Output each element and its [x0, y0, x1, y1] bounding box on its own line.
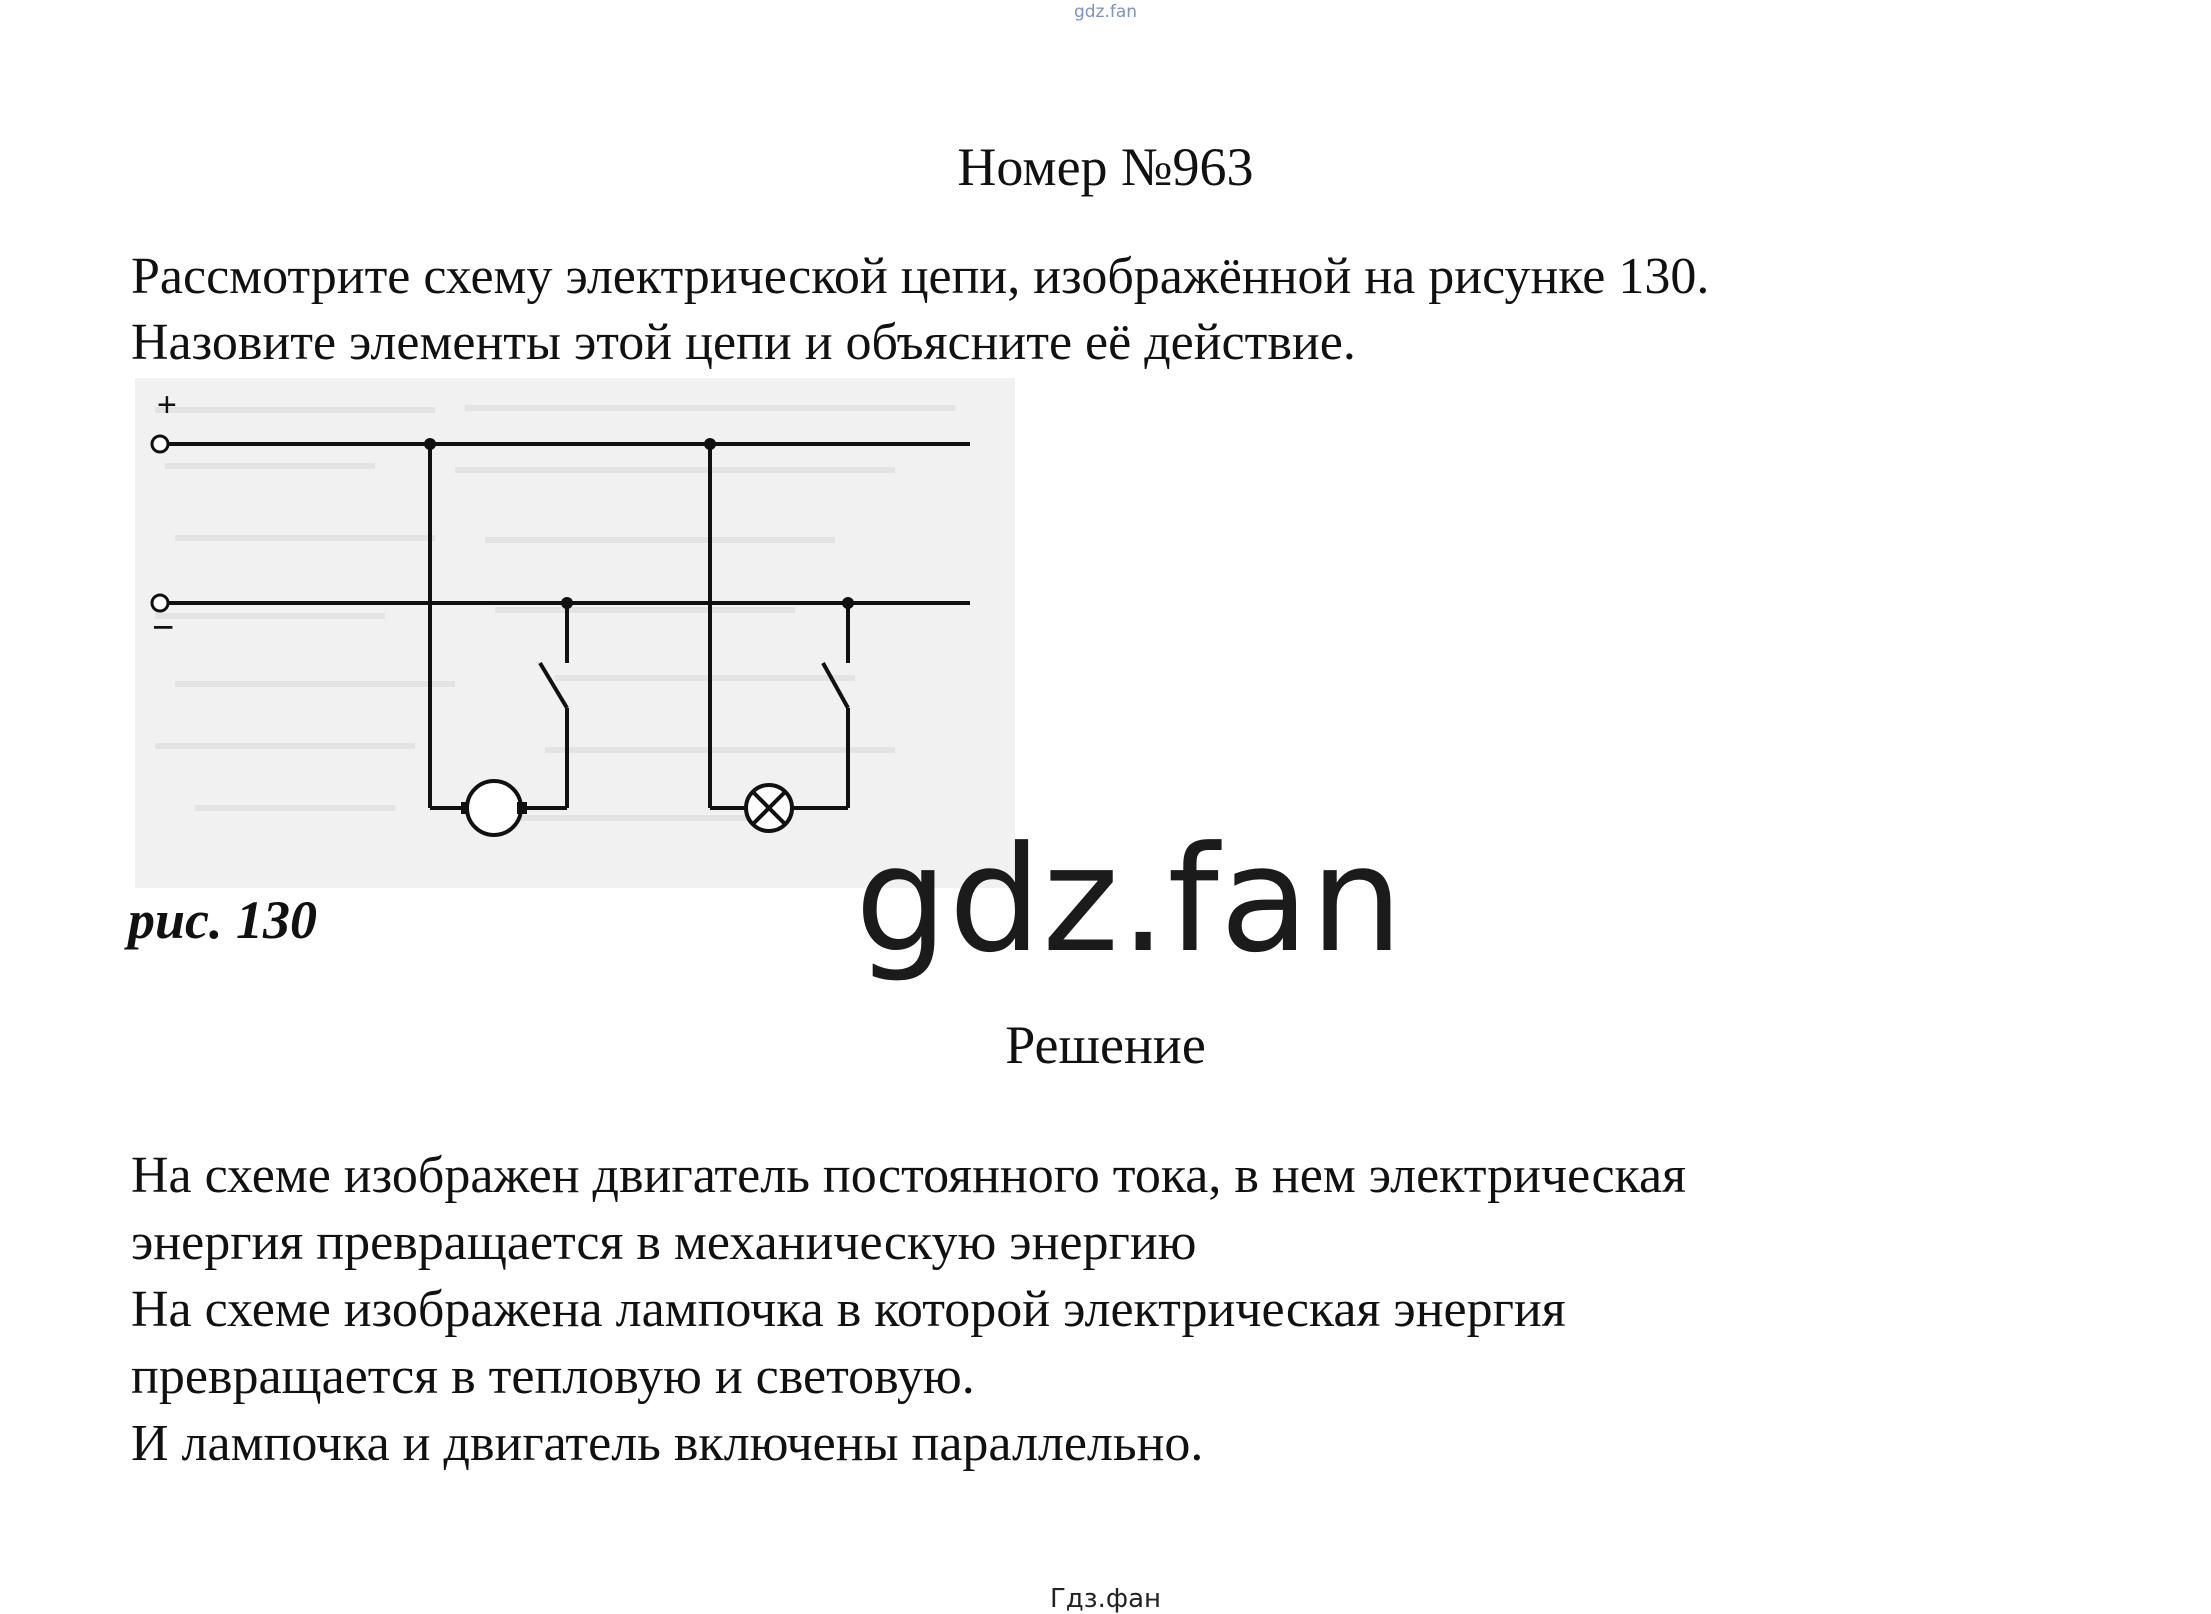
circuit-diagram: [135, 378, 1015, 888]
minus-label: −: [152, 607, 175, 649]
solution-text: [131, 1142, 2131, 1477]
top-watermark: gdz.fan: [1073, 2, 1138, 22]
solution-line-5: И лампочка и двигатель включены параллельно.: [131, 1415, 1204, 1472]
problem-statement: [131, 244, 2111, 376]
plus-label: +: [157, 386, 177, 424]
scan-background: [135, 378, 1015, 888]
problem-title: Номер №963: [957, 137, 1254, 197]
solution-heading: Решение: [1005, 1015, 1206, 1075]
problem-line-1: Рассмотрите схему электрической цепи, изображённой на рисунке 130.: [131, 248, 1710, 305]
footer-watermark: Гдз.фан: [1049, 1584, 1162, 1614]
junction-dot: [561, 597, 573, 609]
junction-dot: [842, 597, 854, 609]
site-watermark: gdz.fan: [855, 815, 1404, 985]
solution-line-2: энергия превращается в механическую энергию: [131, 1214, 1197, 1271]
motor-symbol: [467, 781, 521, 835]
solution-line-4: превращается в тепловую и световую.: [131, 1348, 975, 1405]
figure-caption: рис. 130: [128, 890, 317, 950]
solution-line-3: На схеме изображена лампочка в которой электрическая энергия: [131, 1281, 1566, 1338]
solution-line-1: На схеме изображен двигатель постоянного тока, в нем электрическая: [131, 1147, 1686, 1204]
problem-line-2: Назовите элементы этой цепи и объясните её действие.: [131, 314, 1356, 371]
plus-terminal: [152, 436, 168, 452]
